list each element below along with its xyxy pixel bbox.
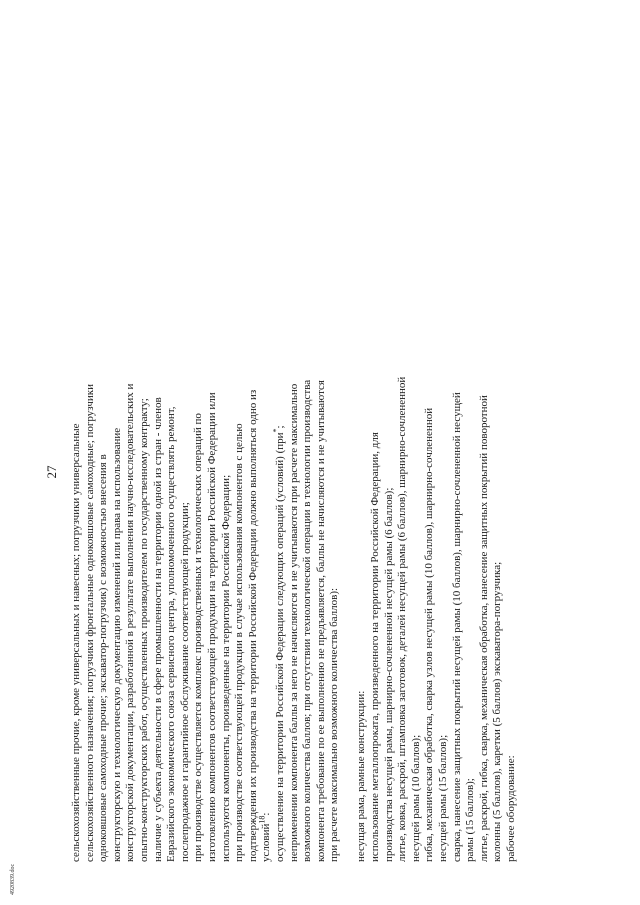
text-line <box>328 82 342 862</box>
text-line-content: изготовлению компонентов соответствующей продукции на территории Российской Федерации или <box>205 392 218 862</box>
text-line-content: Евразийского экономического союза сервисного центра, уполномоченного осуществлять ремонт, <box>165 406 178 862</box>
text-line <box>423 82 437 862</box>
text-line-content: неприменении компонента баллы за него не начисляются и не учитываются при расчете максимально <box>287 383 300 862</box>
text-line <box>451 82 465 862</box>
text-line <box>288 82 302 862</box>
footer-filename: 4920839.doc <box>10 863 16 895</box>
text-line-content: колонны (5 баллов), каретки (5 баллов) экскаватора-погрузчика; <box>491 561 504 862</box>
text-line-content: используются компоненты, произведенные на территории Российской Федерации; <box>219 474 232 862</box>
text-line <box>315 82 329 862</box>
text-line-content: условий <box>260 823 273 862</box>
text-line <box>301 82 315 862</box>
text-line <box>478 82 492 862</box>
text-line-content: конструкторскую и технологическую документацию изменений или права на использование <box>110 427 123 862</box>
text-line <box>206 82 220 862</box>
text-line-content: сельскохозяйственного назначения; погрузчики фронтальные одноковшовые самоходные; погрузчики <box>83 383 96 862</box>
text-line <box>464 82 478 862</box>
text-line <box>505 82 519 862</box>
text-line <box>410 82 424 862</box>
text-line-content: производства несущей рамы, шарнирно-сочлененной несущей рамы (6 баллов); <box>382 487 395 862</box>
text-line <box>437 82 451 862</box>
text-line <box>220 82 234 862</box>
text-line-content: литье, раскрой, гибка, сварка, механическая обработка, нанесение защитных покрытий поворотной <box>477 395 490 862</box>
text-line-content: при производстве соответствующей продукции в случае использования компонентов с целью <box>233 423 246 862</box>
text-line-content: одноковшовые самоходные прочие; экскаватор-погрузчик) с возможностью внесения в <box>97 454 110 862</box>
text-line <box>247 82 261 862</box>
footnote-marker: 18 <box>257 815 267 824</box>
text-line-content: сельскохозяйственные прочие, кроме универсальных и навесных; погрузчики универсальные <box>70 423 82 862</box>
text-line <box>111 82 125 862</box>
text-line-content: опытно-конструкторских работ, осуществленных производителем по государственному контракту; <box>137 398 150 862</box>
text-line-content: при производстве осуществляется комплекс производственных и технологических операций по <box>192 413 205 862</box>
text-line <box>84 82 98 862</box>
text-line <box>383 82 397 862</box>
text-line <box>233 82 247 862</box>
text-line-content: гибка, механическая обработка, сварка узлов несущей рамы (10 баллов), шарнирно-сочлененной <box>423 407 436 862</box>
text-line <box>491 82 505 862</box>
text-line <box>138 82 152 862</box>
text-line: условий$^{18}$: <box>257 812 273 862</box>
text-line-content: возможного количества баллов; при отсутствии технологической операции в технологии производства <box>301 379 314 862</box>
footnote-marker: * <box>271 428 281 433</box>
body-text <box>70 82 519 862</box>
footer <box>9 845 19 895</box>
text-line-content: послепродажное и гарантийное обслуживание соответствующей продукции; <box>178 502 191 862</box>
text-line-content: рабочее оборудование: <box>505 755 517 862</box>
text-line <box>70 82 84 862</box>
text-line: осуществление на территории Российской Федерации следующих операций (условий) (при*; <box>271 425 286 862</box>
text-line <box>369 82 383 862</box>
text-line-content: несущая рама, рамные конструкции: <box>355 690 368 862</box>
rotated-content <box>44 82 517 862</box>
text-line-content: несущей рамы (10 баллов); <box>409 734 422 862</box>
text-line-content: конструкторской документации, разработанной в результате выполнения научно-исследовательских и <box>124 383 137 862</box>
text-line <box>165 82 179 862</box>
paragraph-gap <box>342 82 356 862</box>
text-line-content: сварка, нанесение защитных покрытий несущей рамы (10 баллов), шарнирно-сочлененной несущей <box>450 392 463 862</box>
page-number: 27 <box>44 465 59 479</box>
text-line <box>192 82 206 862</box>
text-line <box>179 82 193 862</box>
text-line <box>124 82 138 862</box>
text-line-content: наличие у субъекта деятельности в сфере промышленности на территории одной из стран - членов <box>151 397 164 862</box>
text-line <box>152 82 166 862</box>
text-line-content: рамы (15 баллов); <box>464 778 477 862</box>
text-line-content: при расчете максимально возможного количества баллов): <box>328 587 341 862</box>
text-line-content: компонента требование по ее выполнению не предъявляется, баллы не начисляются и не учитываются <box>314 380 327 862</box>
text-line-content: несущей рамы (15 баллов); <box>437 734 450 862</box>
text-line-content: подтверждения их производства на территории Российской Федерации должно выполняться одно из <box>246 389 259 862</box>
text-line <box>355 82 369 862</box>
text-line <box>97 82 111 862</box>
text-line-content: литье, ковка, раскрой, штамповка заготовок, деталей несущей рамы (6 баллов), шарнирно-сочлененной <box>396 376 409 862</box>
text-line-content: использование металлопроката, произведенного на территории Российской Федерации, для <box>369 432 382 862</box>
text-line-content: осуществление на территории Российской Федерации следующих операций (условий) (при <box>273 432 286 862</box>
text-line <box>396 82 410 862</box>
